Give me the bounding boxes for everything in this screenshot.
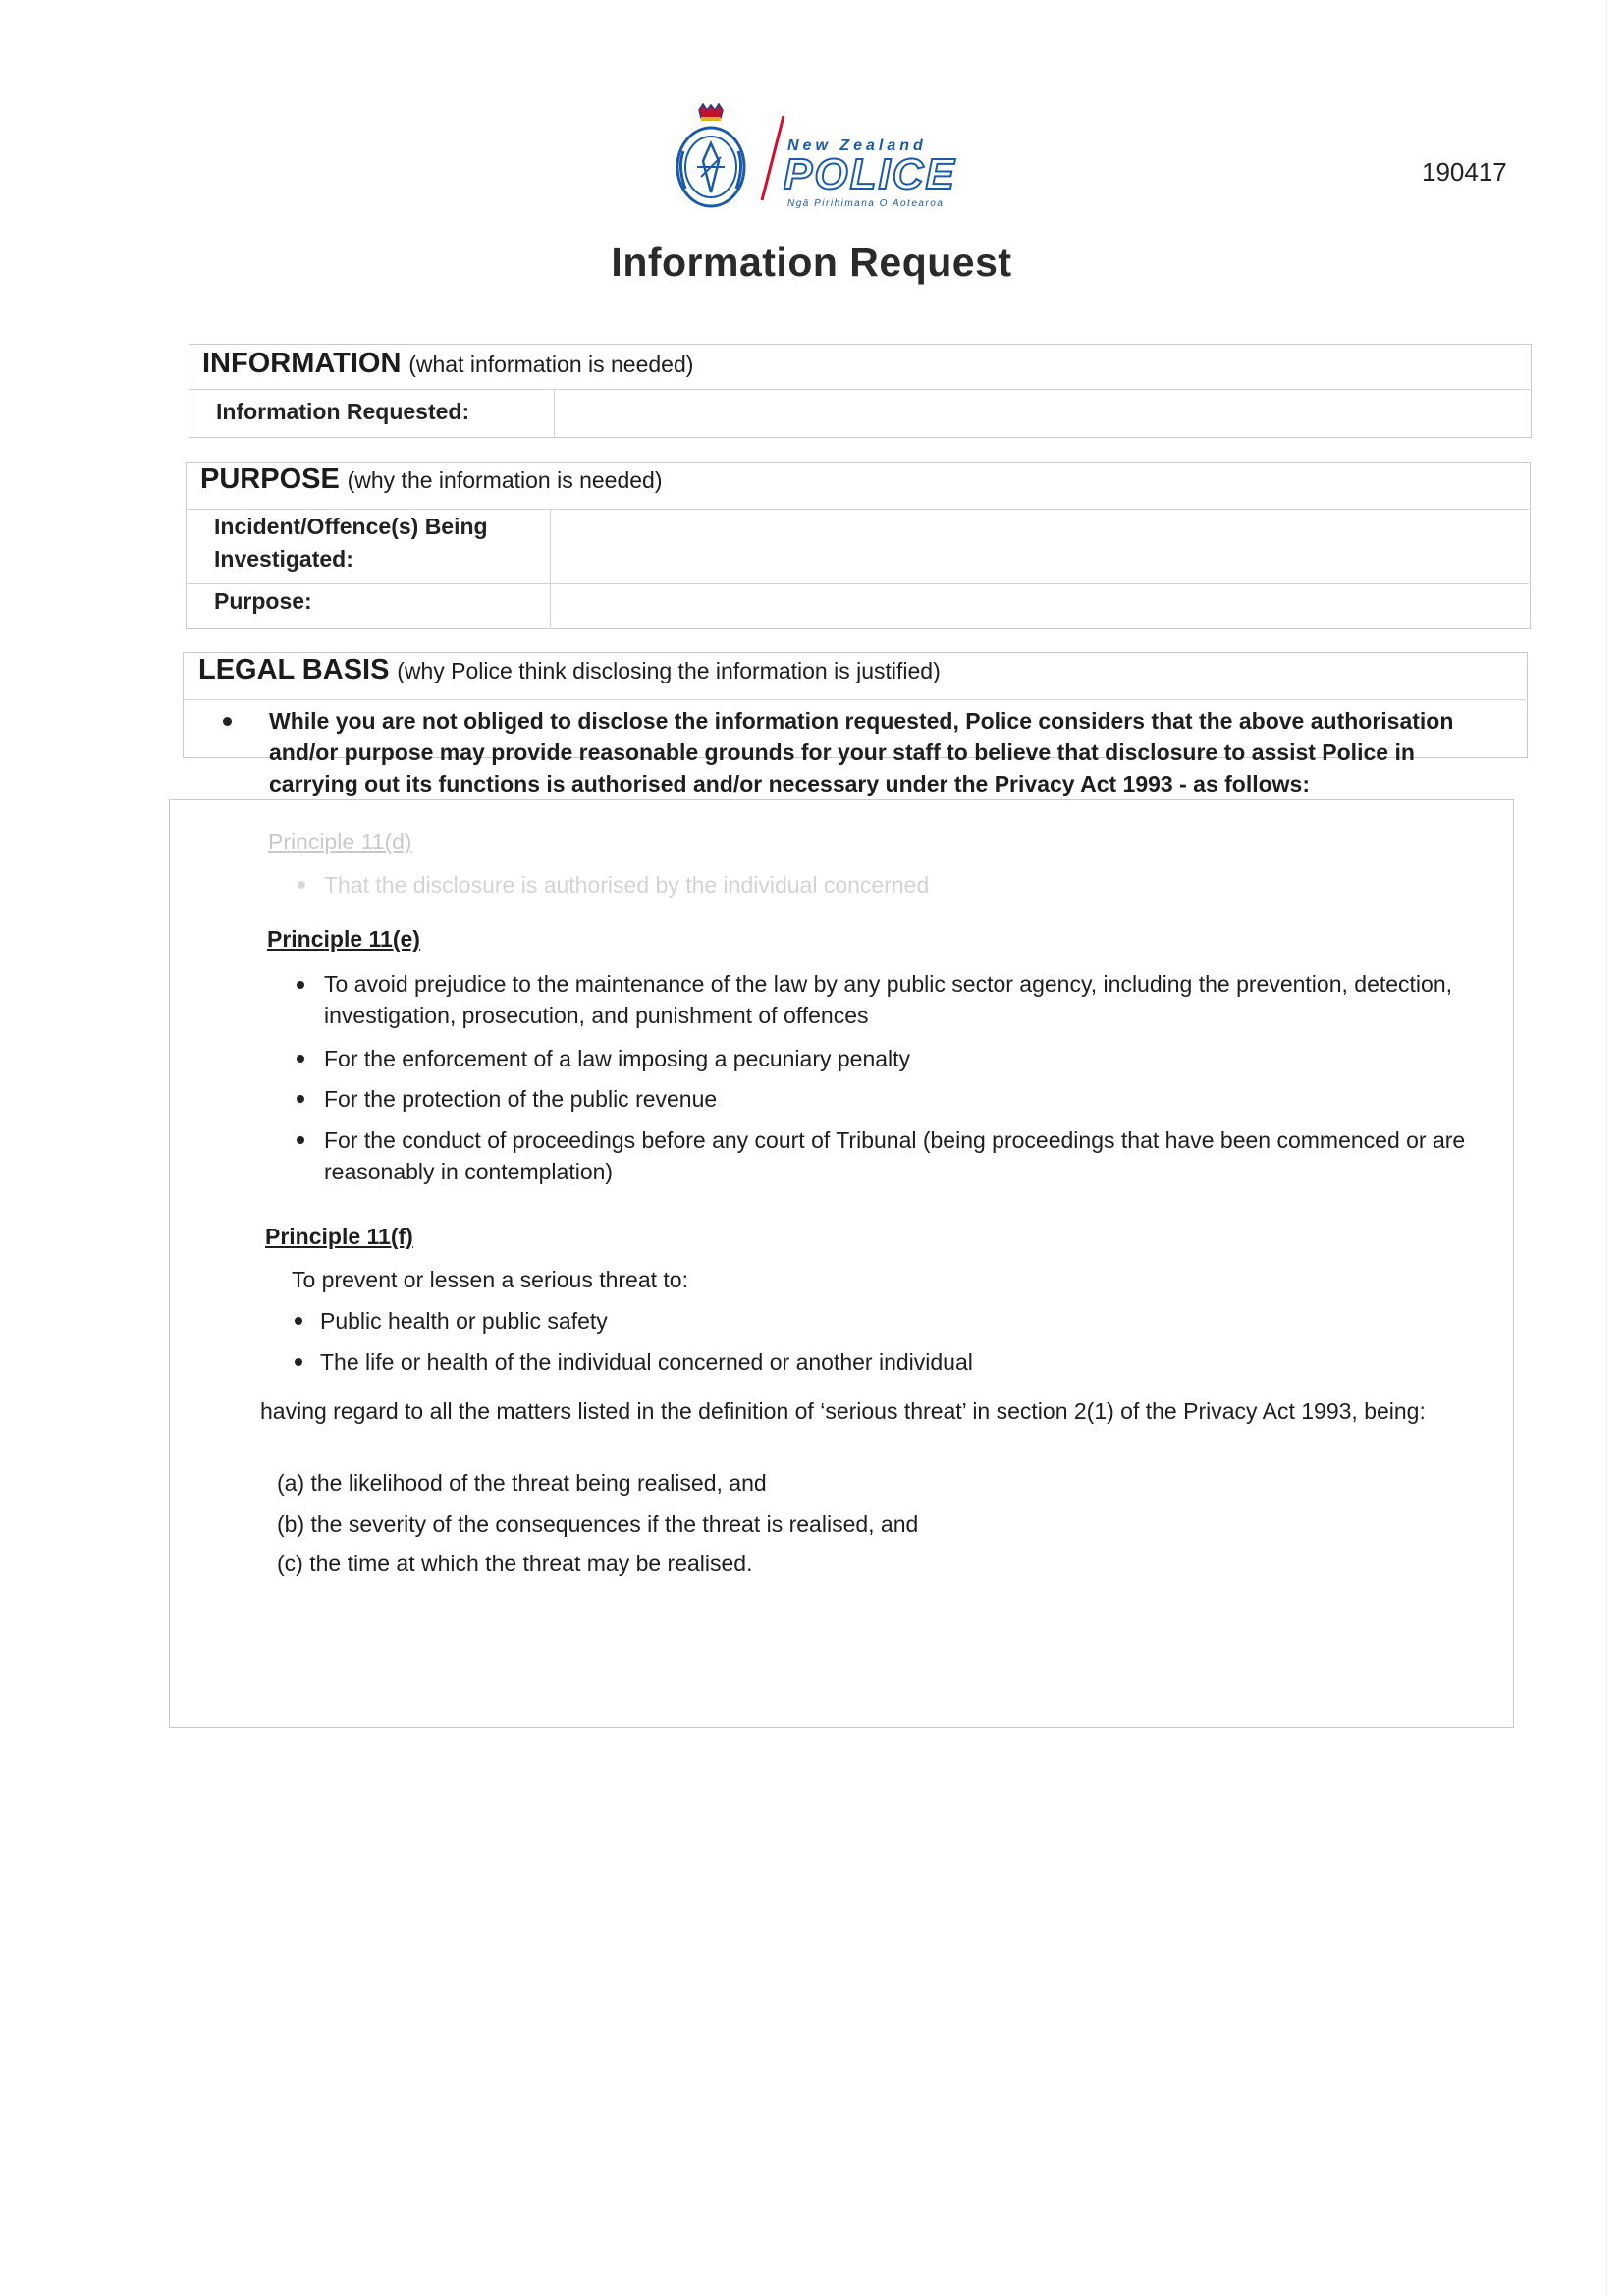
purpose-heading — [200, 464, 663, 496]
purpose-title: PURPOSE — [200, 464, 340, 495]
bullet — [295, 1317, 302, 1325]
legal-basis-subtitle: (why Police think disclosing the information is justified) — [397, 658, 941, 683]
threat-matter: (a) the likelihood of the threat being realised, and — [277, 1470, 767, 1496]
information-requested-label: Information Requested: — [216, 399, 470, 424]
divider — [187, 583, 1529, 584]
incident-label — [214, 511, 488, 575]
bullet — [297, 981, 304, 989]
purpose-label: Purpose: — [214, 588, 312, 614]
information-requested-field[interactable] — [558, 391, 1528, 435]
information-subtitle: (what information is needed) — [408, 352, 694, 377]
legal-basis-intro: While you are not obliged to disclose the information requested, Police considers that the above authorisation and/or purpose may provide reasonable grounds for your staff to believe that disclosure to assist Police in carrying out its functions is authorised and/or necessary under the Privacy Act 1993 - as follows: — [269, 708, 1454, 796]
incident-field[interactable] — [554, 511, 1526, 581]
principle-11d-item: That the disclosure is authorised by the individual concerned — [324, 872, 930, 898]
principle-11f-lead: To prevent or lessen a serious threat to: — [292, 1267, 688, 1292]
information-title: INFORMATION — [202, 348, 402, 379]
purpose-field[interactable] — [554, 585, 1526, 625]
principle-11e-item: For the protection of the public revenue — [324, 1086, 718, 1112]
bullet — [298, 881, 305, 889]
logo-brand-top: New Zealand — [787, 137, 927, 154]
bullet — [223, 717, 232, 726]
incident-label-line-1: Incident/Offence(s) Being — [214, 514, 488, 539]
purpose-subtitle: (why the information is needed) — [347, 467, 663, 493]
principle-11f-item: Public health or public safety — [320, 1308, 608, 1334]
legal-basis-heading — [198, 654, 941, 686]
principle-11f-heading: Principle 11(f) — [265, 1224, 413, 1249]
bullet — [297, 1136, 304, 1144]
divider — [184, 699, 1526, 700]
divider — [189, 389, 1530, 390]
principle-11f-item: The life or health of the individual concerned or another individual — [320, 1349, 973, 1375]
logo-brand-main: POLICE — [784, 150, 956, 198]
threat-matter: (b) the severity of the consequences if the threat is realised, and — [277, 1511, 919, 1537]
divider — [550, 510, 551, 627]
principle-11d-heading: Principle 11(d) — [268, 829, 412, 854]
threat-matter: (c) the time at which the threat may be realised. — [277, 1551, 753, 1576]
incident-label-line-2: Investigated: — [214, 546, 353, 572]
scan-edge — [1606, 0, 1607, 2296]
information-heading — [202, 348, 693, 380]
divider — [554, 390, 555, 437]
serious-threat-definition: having regard to all the matters listed in the definition of ‘serious threat’ in section 2(1) of the Privacy Act 1993, being: — [260, 1398, 1426, 1424]
nz-police-logo — [660, 102, 994, 210]
page-title: Information Request — [611, 240, 1012, 285]
legal-basis-title: LEGAL BASIS — [198, 654, 390, 685]
divider — [187, 509, 1529, 510]
principle-11e-item: For the conduct of proceedings before any court of Tribunal (being proceedings that have been commenced or are reasonably in contemplation) — [324, 1127, 1466, 1184]
bullet — [297, 1095, 304, 1103]
principle-11e-heading: Principle 11(e) — [267, 926, 420, 952]
bullet — [295, 1358, 302, 1366]
bullet — [297, 1055, 304, 1063]
principle-11e-item: To avoid prejudice to the maintenance of the law by any public sector agency, including the prevention, detection, investigation, prosecution, and punishment of offences — [324, 971, 1453, 1028]
principle-11e-item: For the enforcement of a law imposing a pecuniary penalty — [324, 1046, 911, 1071]
logo-brand-sub: Ngā Pirihimana O Aotearoa — [787, 198, 945, 209]
document-number: 190417 — [1422, 157, 1507, 187]
